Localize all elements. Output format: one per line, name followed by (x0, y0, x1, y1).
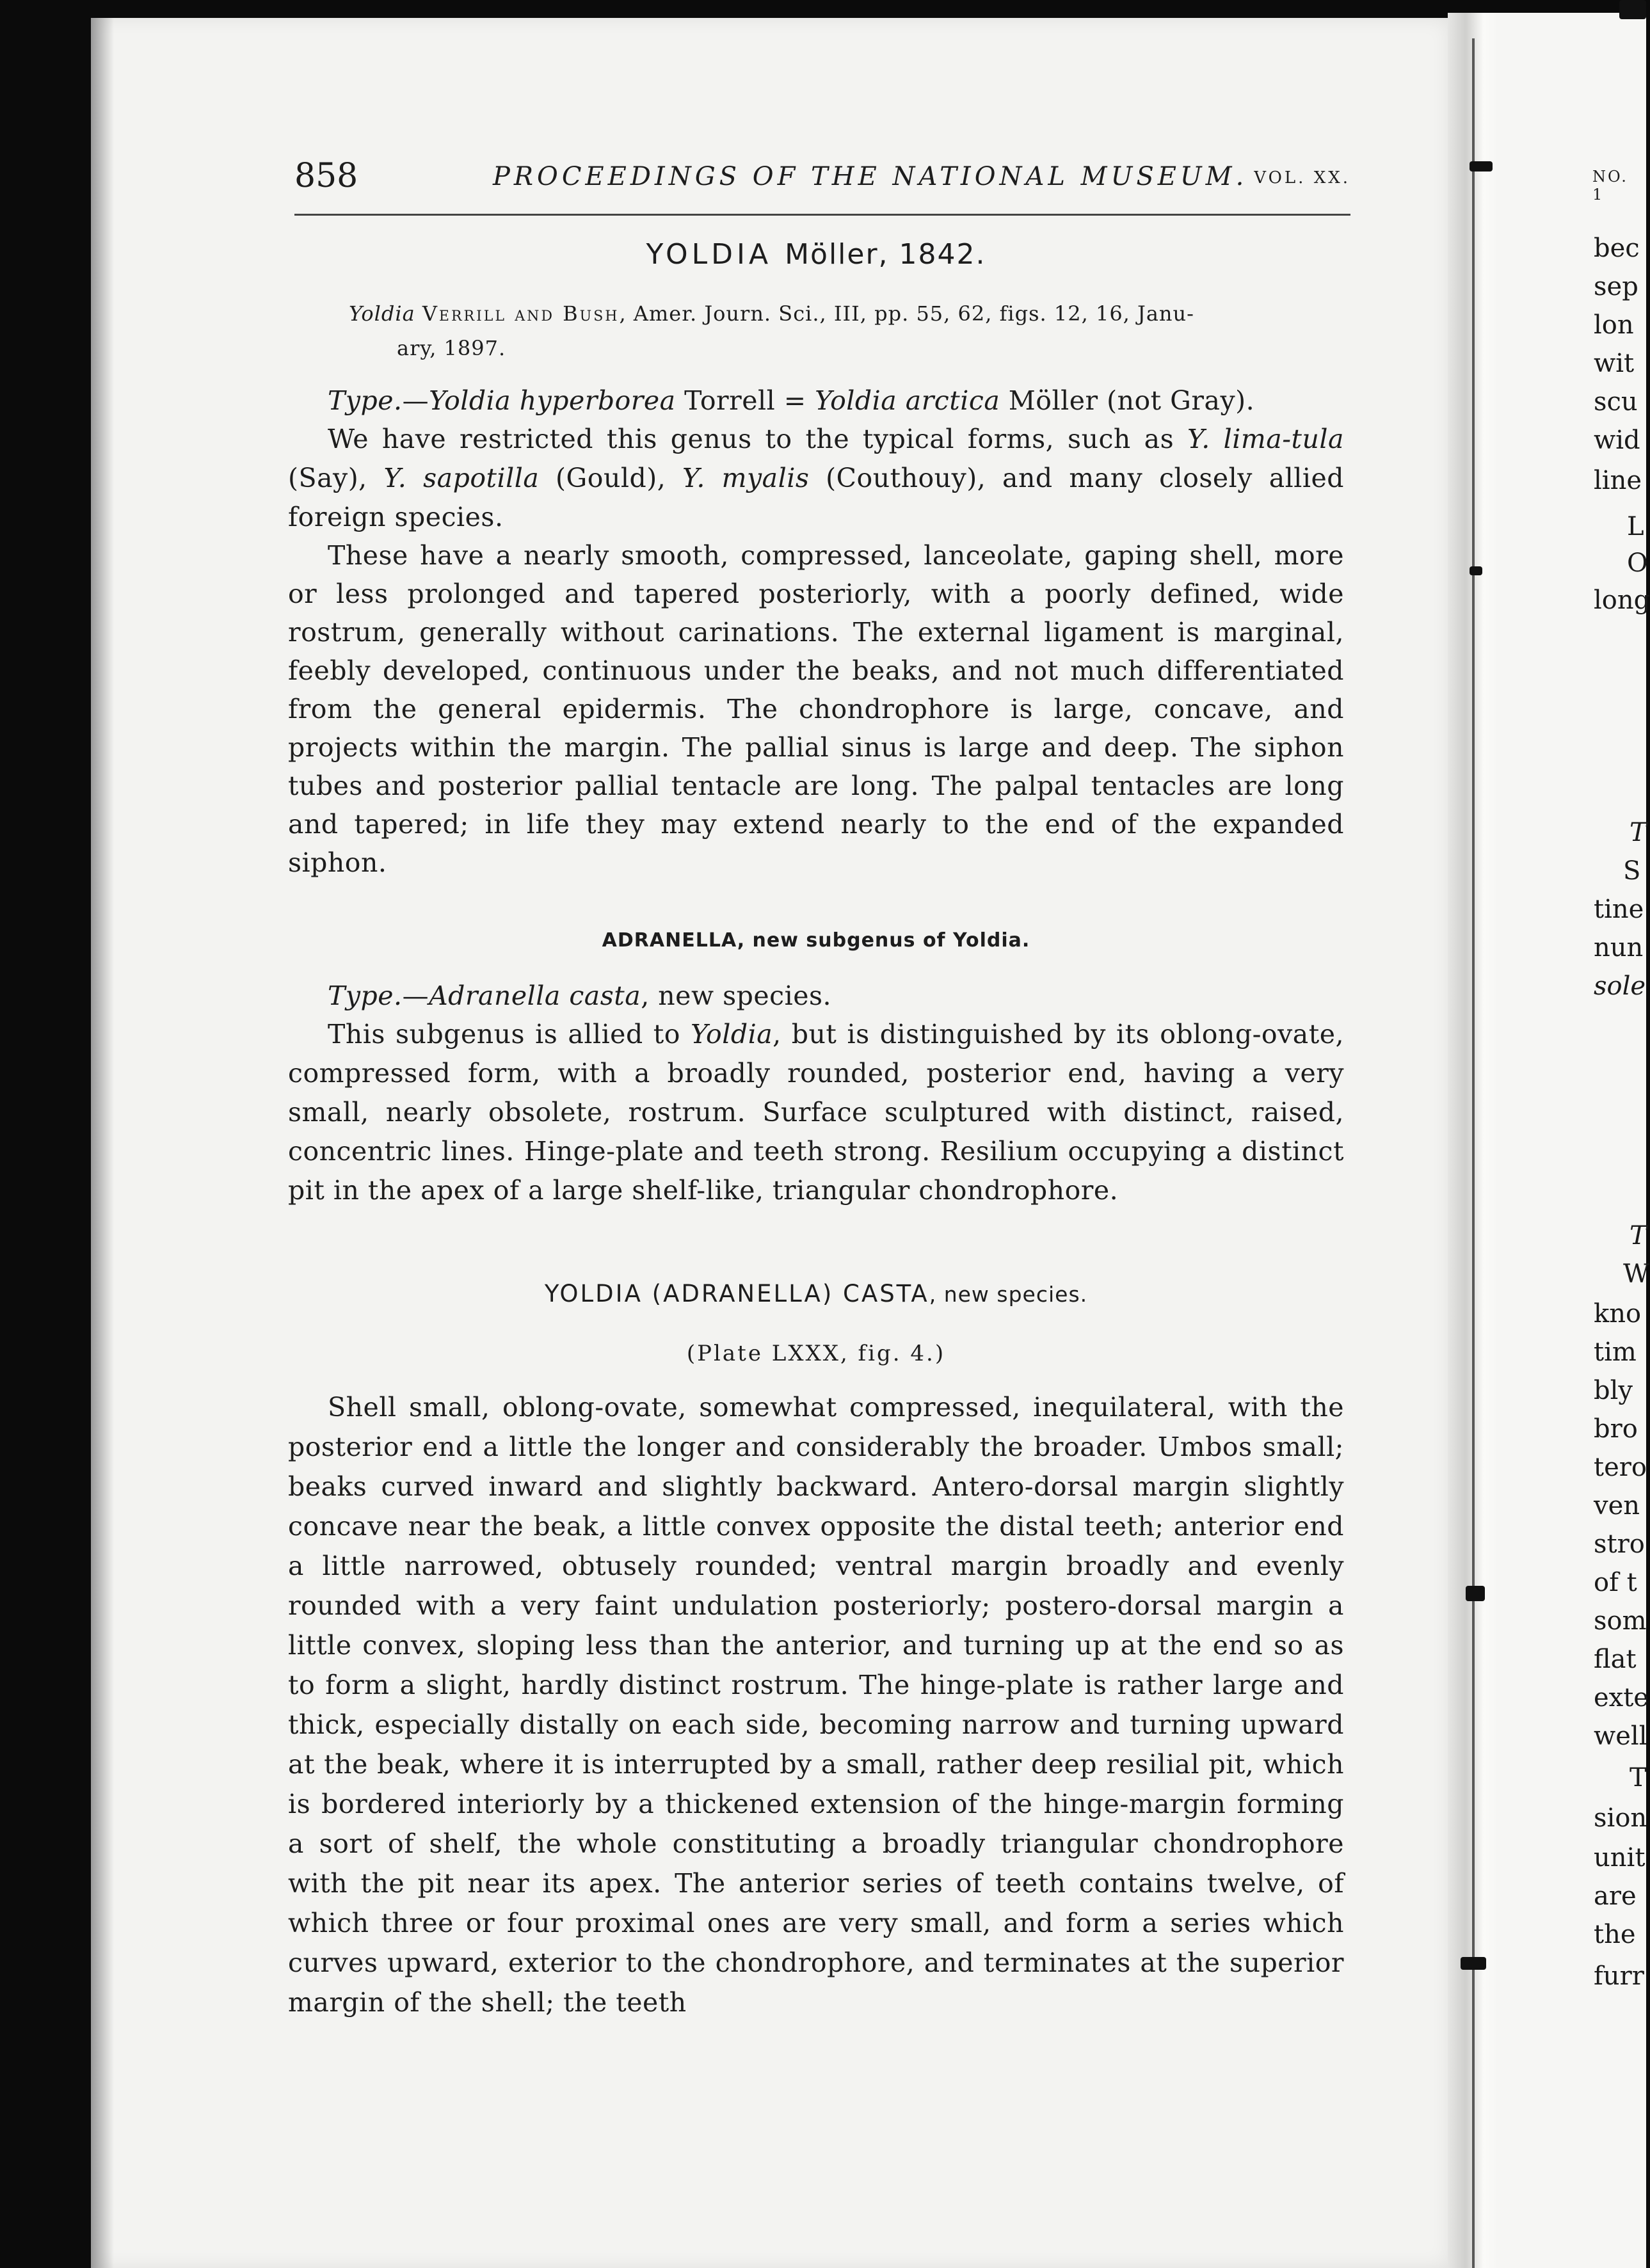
genus-name: Yoldia (691, 1019, 773, 1050)
yoldia-paragraph-1 (288, 420, 1344, 537)
adranella-type-line: Type.—Adranella casta, new species. (328, 980, 832, 1011)
adranella-heading (288, 929, 1344, 952)
paragraph-text: We have restricted this genus to the typical forms, such as (328, 424, 1187, 454)
right-page-fragment: T (1630, 1763, 1647, 1793)
reference-line (349, 296, 1194, 331)
paragraph-text: , but is distinguished by its oblong-ovate, compressed form, with a broadly rounded, posterior end, having a very small, nearly obsolete, rostrum. Surface sculptured with distinct, raised, concentric lines. Hinge-plate and teeth strong. Resilium occupying a distinct pit in the apex of a large shelf-like, triangular chondrophore. (288, 1019, 1344, 1206)
yoldia-heading (288, 238, 1344, 271)
type-equals: Torrell = (675, 385, 815, 416)
adranella-paragraph (288, 1015, 1344, 1210)
species-name: Y. myalis (682, 463, 810, 493)
species-name: Y. lima-tula (1187, 424, 1344, 454)
paragraph-text: (Say), (288, 463, 384, 493)
casta-heading (288, 1280, 1344, 1307)
yoldia-heading-name: YOLDIA (646, 238, 773, 271)
right-page-fragment: lon (1594, 310, 1634, 340)
right-page-fragment: S (1623, 856, 1641, 886)
page-number: 858 (294, 157, 358, 195)
right-page-fragment: tero (1594, 1453, 1647, 1482)
right-page-fragment: of t (1594, 1568, 1637, 1597)
right-page-fragment: flat (1594, 1645, 1637, 1674)
scan-mark (1470, 566, 1482, 575)
right-page-fragment: tim (1594, 1338, 1637, 1367)
adranella-heading-name: ADRANELLA (602, 929, 737, 952)
paragraph-text: (Gould), (539, 463, 683, 493)
right-page-fragment: L (1627, 512, 1644, 541)
right-page-fragment: scu (1594, 387, 1638, 417)
right-page-fragment: som (1594, 1606, 1647, 1636)
casta-heading-tail: , new species. (929, 1282, 1088, 1307)
right-page-fragment: unit (1594, 1843, 1646, 1873)
adranella-heading-rest: , new subgenus of Yoldia. (737, 929, 1030, 952)
casta-heading-name: YOLDIA (ADRANELLA) CASTA (544, 1280, 929, 1307)
right-page-fragment: the (1594, 1920, 1636, 1949)
right-page-fragment: stro (1594, 1529, 1645, 1559)
right-page-fragment: bec (1594, 234, 1640, 263)
plate-reference: (Plate LXXX, fig. 4.) (686, 1341, 946, 1366)
right-page-fragment: tine (1594, 895, 1644, 924)
type-label: Type. (328, 385, 403, 416)
paragraph-text: This subgenus is allied to (328, 1019, 691, 1050)
right-page-fragment: bro (1594, 1414, 1638, 1444)
right-page-fragment: bly (1594, 1376, 1633, 1405)
scan-mark (1466, 1586, 1485, 1601)
type-species: Adranella casta (429, 980, 641, 1011)
right-page-fragment: ven (1594, 1491, 1640, 1521)
right-page-fragment: sion (1594, 1803, 1647, 1833)
yoldia-paragraph-2: These have a nearly smooth, compressed, lanceolate, gaping shell, more or less prolonged and tapered posteriorly, with a poorly defined, wide rostrum, generally without carinations. The external ligament is marginal, feebly developed, continuous under the beaks, and not much differentiated from the general epidermis. The chondrophore is large, concave, and projects within the margin. The pallial sinus is large and deep. The siphon tubes and posterior pallial tentacle are long. The palpal tentacles are long and tapered; in life they may extend nearly to the end of the expanded siphon. (288, 540, 1344, 878)
page-edge-shadow (91, 18, 114, 2268)
type-species-synonym: Yoldia arctica (815, 385, 1000, 416)
right-page-fragment: T (1630, 1221, 1647, 1250)
right-page-fragment: nun (1594, 933, 1644, 962)
right-page-fragment: sole (1594, 971, 1646, 1001)
right-page-fragment: wit (1594, 349, 1635, 378)
right-page-fragment: long (1594, 586, 1650, 615)
right-page-fragment: kno (1594, 1299, 1642, 1329)
type-label: Type. (328, 980, 403, 1011)
gutter-line (1472, 38, 1475, 2268)
reference-genus: Yoldia (349, 301, 415, 326)
species-name: Y. sapotilla (383, 463, 540, 493)
paragraph-text: (Couthouy), and many closely allied foreign species. (288, 463, 1344, 532)
right-page-fragment: well (1594, 1721, 1647, 1751)
right-page-fragment: wid (1594, 426, 1640, 455)
right-page-fragment: furr (1594, 1961, 1644, 1991)
scan-mark (1470, 161, 1493, 172)
reference-line-2: ary, 1897. (397, 336, 506, 360)
reference-citation: , Amer. Journ. Sci., III, pp. 55, 62, figs. 12, 16, Janu- (619, 301, 1194, 326)
volume-label: VOL. XX. (1254, 168, 1350, 188)
right-page-fragment: O (1627, 548, 1648, 578)
right-page-fragment: T (1630, 818, 1647, 847)
yoldia-heading-author: Möller, 1842. (785, 238, 986, 271)
right-page-fragment: are (1594, 1881, 1637, 1911)
right-page-fragment: line (1594, 466, 1642, 495)
right-page-fragment: sep (1594, 272, 1638, 301)
right-page-head: NO. 1 (1592, 168, 1628, 204)
type-authority: Möller (not Gray). (1000, 385, 1255, 416)
scan-mark (1619, 0, 1646, 19)
right-page-fragment: exte (1594, 1683, 1649, 1713)
journal-title: PROCEEDINGS OF THE NATIONAL MUSEUM. (493, 162, 1248, 191)
type-tail: , new species. (641, 980, 832, 1011)
right-page-fragment: W (1623, 1259, 1650, 1289)
header-rule (294, 214, 1350, 216)
type-species: Yoldia hyperborea (429, 385, 676, 416)
reference-authors: Verrill and Bush (422, 301, 620, 326)
running-head (294, 157, 1350, 202)
yoldia-type-line: Type.—Yoldia hyperborea Torrell = Yoldia arctica Möller (not Gray). (328, 385, 1255, 416)
scan-mark (1461, 1957, 1486, 1970)
casta-description: Shell small, oblong-ovate, somewhat compressed, inequilateral, with the posterior end a little the longer and considerably the broader. Umbos small; beaks curved inward and slightly backward. Antero-dorsal margin slightly concave near the beak, a little convex opposite the distal teeth; anterior end a little narrowed, obtusely rounded; ventral margin broadly and evenly rounded with a very faint undulation posteriorly; postero-dorsal margin a little convex, sloping less than the anterior, and turning up at the end so as to form a slight, hardly distinct rostrum. The hinge-plate is rather large and thick, especially distally on each side, becoming narrow and turning upward at the beak, where it is interrupted by a small, rather deep resilial pit, which is bordered interiorly by a thickened extension of the hinge-margin forming a sort of shelf, the whole constituting a broadly triangular chondrophore with the pit near its apex. The anterior series of teeth contains twelve, of which three or four proximal ones are very small, and form a series which curves upward, exterior to the chondrophore, and terminates at the superior margin of the shell; the teeth (288, 1392, 1344, 2018)
